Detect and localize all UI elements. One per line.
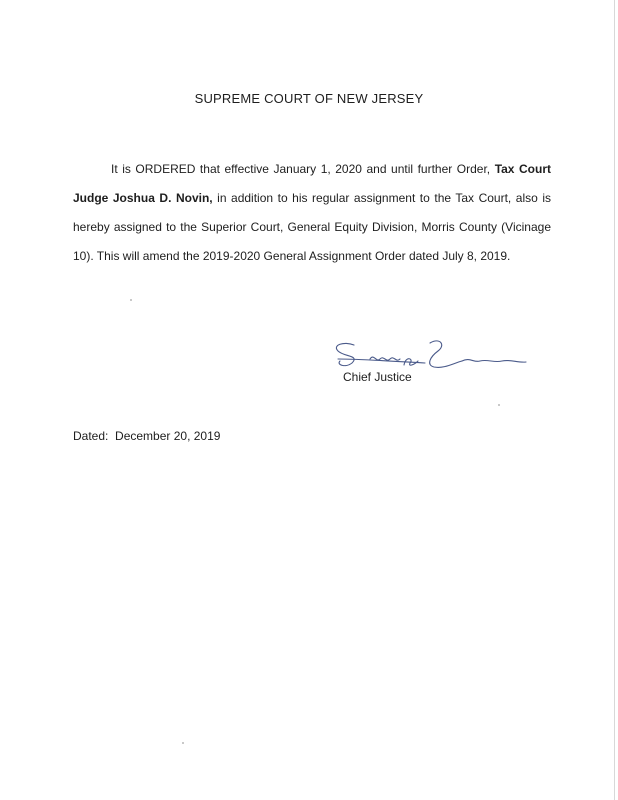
signature-title: Chief Justice <box>343 370 412 384</box>
order-text-part1: It is ORDERED that effective January 1, 2020 and until further Order, <box>111 162 495 176</box>
dated-value: December 20, 2019 <box>115 429 221 443</box>
order-judge-name: Tax Court Judge Joshua D. Novin, <box>73 162 551 205</box>
dated-line <box>73 429 220 443</box>
order-text-part2: in addition to his regular assignment to the Tax Court, also is hereby assigned to the Superior Court, General Equity Division, Morris County (Vicinage 10). This will amend the 2019-2020 General Assignment Order dated July 8, 2019. <box>73 191 551 263</box>
court-heading: SUPREME COURT OF NEW JERSEY <box>194 91 424 106</box>
scan-speck <box>182 742 184 744</box>
page-edge <box>614 0 615 800</box>
scan-speck <box>498 404 500 406</box>
dated-label: Dated: <box>73 429 109 443</box>
order-paragraph <box>73 155 551 271</box>
scan-speck <box>130 299 132 301</box>
